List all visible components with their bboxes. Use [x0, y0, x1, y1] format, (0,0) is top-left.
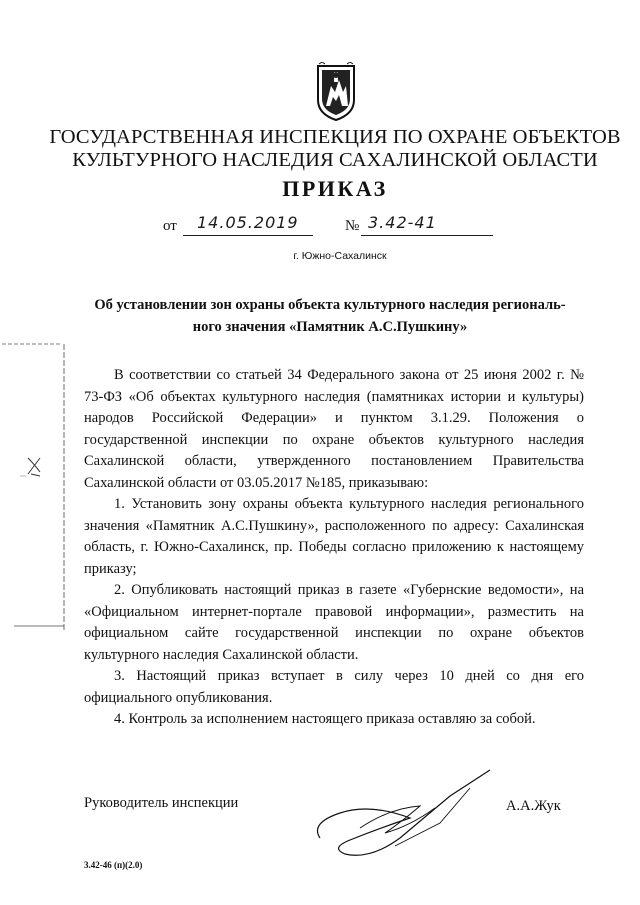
issue-city: г. Южно-Сахалинск — [293, 250, 387, 262]
order-item-2: 2. Опубликовать настоящий приказ в газете «Губернские ведомости», на «Официальном интернет-портале правовой информации», разместить на официальном сайте государственной инспекции по охране объектов культурного наследия Сахалинской области. — [84, 582, 584, 663]
order-subject — [66, 294, 594, 338]
signer-position: Руководитель инспекции — [84, 795, 239, 811]
document-code: 3.42-46 (п)(2.0) — [84, 860, 143, 870]
date-label: от — [163, 218, 177, 234]
order-item-4: 4. Контроль за исполнением настоящего приказа оставляю за собой. — [114, 711, 536, 727]
order-subject-line2: ного значения «Памятник А.С.Пушкину» — [192, 319, 468, 335]
margin-approval-mark — [0, 336, 80, 636]
handwritten-date: 14.05.2019 — [197, 213, 299, 232]
organization-name-line1: ГОСУДАРСТВЕННАЯ ИНСПЕКЦИЯ ПО ОХРАНЕ ОБЪЕКТОВ — [49, 126, 621, 148]
number-underline — [361, 235, 493, 236]
number-label: № — [345, 218, 360, 234]
order-date-number-row — [163, 213, 503, 237]
handwritten-number: 3.42-41 — [368, 213, 437, 232]
order-body — [84, 365, 584, 731]
organization-name-line2: КУЛЬТУРНОГО НАСЛЕДИЯ САХАЛИНСКОЙ ОБЛАСТИ — [72, 149, 598, 171]
order-preamble: В соответствии со статьей 34 Федерального закона от 25 июня 2002 г. № 73-ФЗ «Об объектах культурного наследия (памятниках истории и культуры) народов Российской Федерации» и пунктом 3.1.29. Положения о государственной инспекции по охране объектов культурного наследия Сахалинской области, утвержденного постановлением Правительства Сахалинской области от 03.05.2017 №185, приказываю: — [84, 367, 584, 491]
order-item-3: 3. Настоящий приказ вступает в силу через 10 дней со дня его официального опубликования. — [84, 668, 584, 706]
order-subject-line1: Об установлении зон охраны объекта культурного наследия региональ- — [94, 297, 566, 313]
organization-name — [40, 126, 630, 172]
order-item-1: 1. Установить зону охраны объекта культурного наследия регионального значения «Памятник А.С.Пушкину», расположенного по адресу: Сахалинская область, г. Южно-Сахалинск, пр. Победы согласно приложению к настоящему приказу; — [84, 496, 584, 577]
sakhalin-coat-of-arms-icon — [313, 62, 359, 122]
handwritten-signature — [300, 768, 500, 868]
date-underline — [183, 235, 313, 236]
signer-name: А.А.Жук — [506, 798, 561, 814]
document-type-title: ПРИКАЗ — [282, 176, 388, 201]
